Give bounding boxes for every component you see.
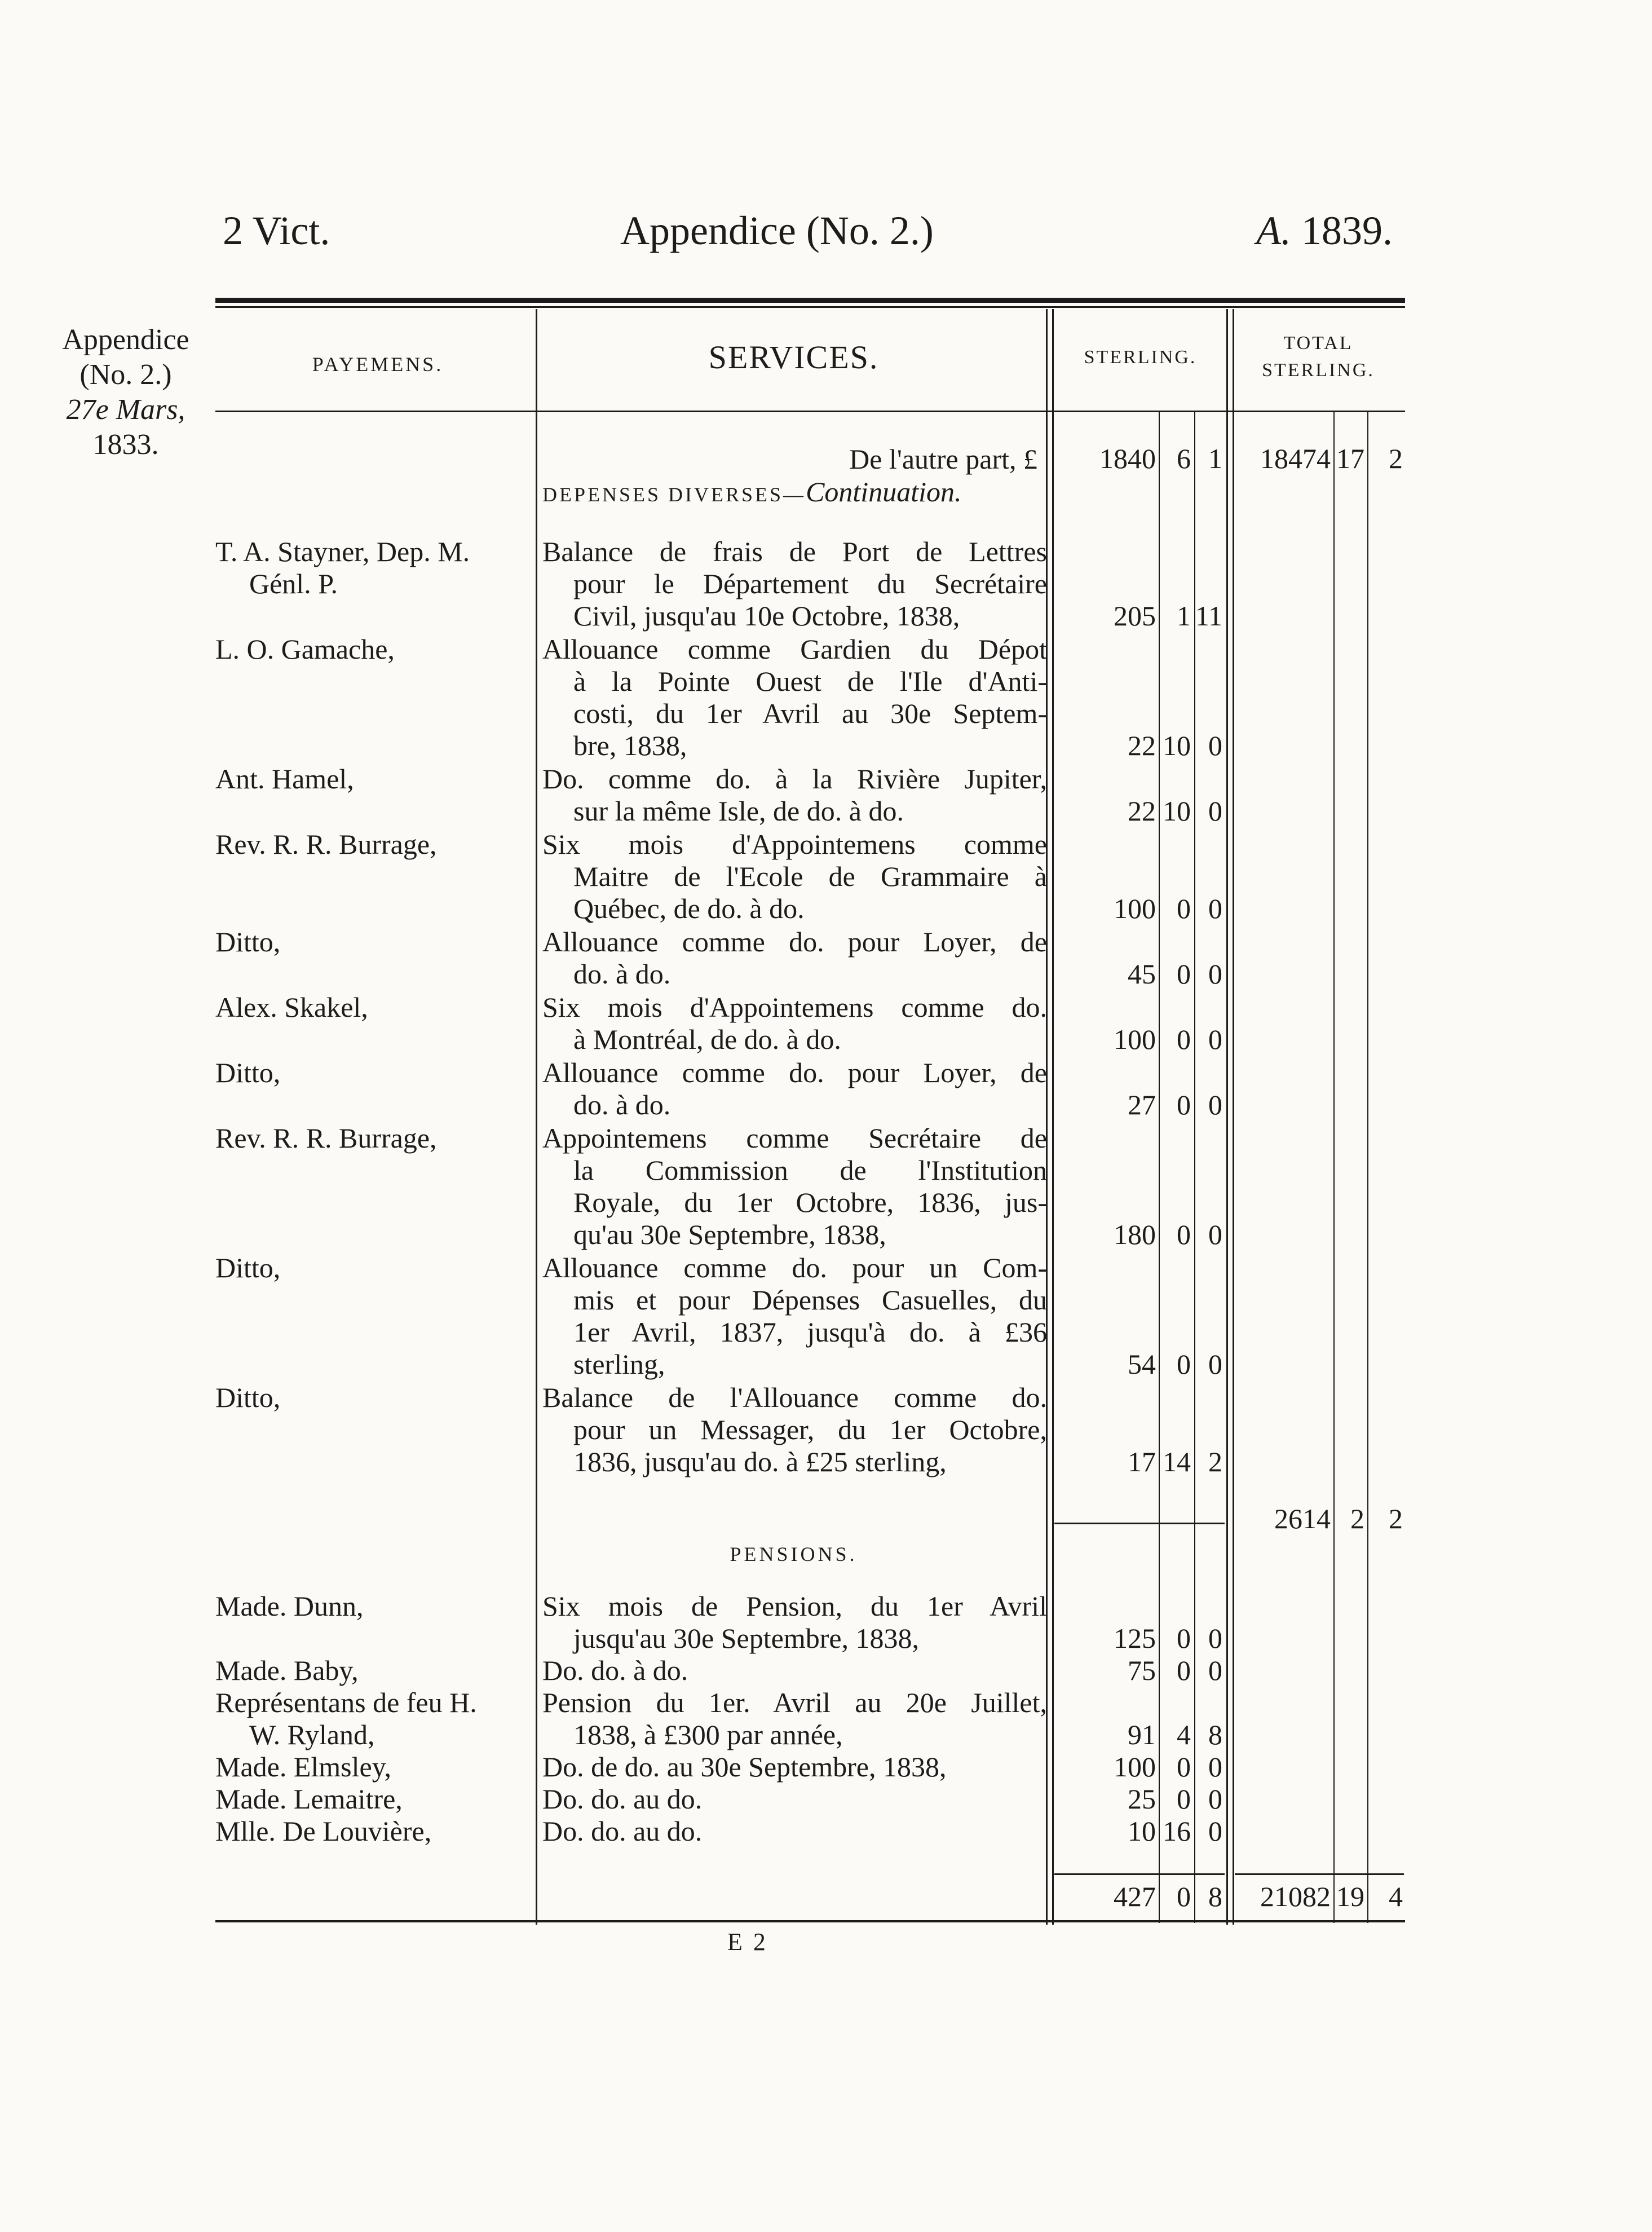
carry-shillings: 6 xyxy=(1177,443,1191,474)
service-line: Do. do. au do. xyxy=(542,1783,703,1815)
col-divider xyxy=(1233,309,1234,1925)
service-line: 1er Avril, 1837, jusqu'à do. à £36 xyxy=(573,1316,1047,1348)
amount-shillings: 16 xyxy=(1163,1815,1191,1847)
shillings-divider xyxy=(1194,412,1195,1923)
grand-total-pounds: 21082 xyxy=(1260,1881,1331,1912)
subtotal-pence: 2 xyxy=(1389,1503,1403,1534)
amount-shillings: 0 xyxy=(1177,1783,1191,1815)
amount-pounds: 100 xyxy=(1114,893,1156,924)
amount-shillings: 0 xyxy=(1177,1024,1191,1055)
payee-line: Ant. Hamel, xyxy=(215,763,354,795)
payee-line: Rev. R. R. Burrage, xyxy=(215,1122,437,1154)
bottom-rule xyxy=(215,1920,1405,1922)
grand-pounds: 427 xyxy=(1114,1881,1156,1912)
service-description xyxy=(542,633,1047,762)
amount-pence: 0 xyxy=(1208,1024,1222,1055)
payee xyxy=(215,1655,359,1687)
service-line: Allouance comme do. pour Loyer, de xyxy=(542,1057,1047,1088)
amount-shillings: 10 xyxy=(1163,730,1191,761)
payee-line: Génl. P. xyxy=(249,568,338,599)
carry-total-pence: 2 xyxy=(1389,443,1403,474)
service-line: Civil, jusqu'au 10e Octobre, 1838, xyxy=(573,600,960,632)
payee-line: Made. Elmsley, xyxy=(215,1751,391,1783)
payee-line: Ditto, xyxy=(215,1252,281,1283)
payee-line: L. O. Gamache, xyxy=(215,633,395,665)
service-line: Allouance comme do. pour Loyer, de xyxy=(542,926,1047,958)
payee xyxy=(215,1687,477,1751)
service-line: pour un Messager, du 1er Octobre, xyxy=(573,1414,1047,1445)
amount-shillings: 0 xyxy=(1177,958,1191,990)
payee xyxy=(215,1783,403,1815)
amount-pounds: 10 xyxy=(1128,1815,1156,1847)
carry-pence: 1 xyxy=(1208,443,1222,474)
service-description xyxy=(542,1252,1047,1380)
service-description xyxy=(542,828,1047,925)
service-line: Do. do. à do. xyxy=(542,1655,688,1686)
amount-shillings: 1 xyxy=(1177,600,1191,632)
year: 1839. xyxy=(1301,208,1393,253)
service-line: Québec, de do. à do. xyxy=(573,893,805,924)
service-description xyxy=(542,1382,1047,1478)
payee xyxy=(215,1815,431,1847)
amount-pounds: 91 xyxy=(1128,1719,1156,1750)
service-line: Balance de l'Allouance comme do. xyxy=(542,1382,1047,1413)
service-description xyxy=(542,1122,1047,1251)
top-rule-thick xyxy=(215,298,1405,303)
payee-line: Made. Baby, xyxy=(215,1655,359,1686)
amount-shillings: 0 xyxy=(1177,893,1191,924)
total-pounds-divider xyxy=(1333,412,1335,1923)
amount-pence: 0 xyxy=(1208,1219,1222,1250)
subtotal-pounds: 2614 xyxy=(1274,1503,1331,1534)
amount-pence: 0 xyxy=(1208,893,1222,924)
running-head-title: Appendice (No. 2.) xyxy=(620,208,934,253)
column-header-total xyxy=(1234,330,1403,384)
carry-label: De l'autre part, £ xyxy=(849,443,1037,475)
amount-pence: 0 xyxy=(1208,1089,1222,1121)
grand-total-pence: 4 xyxy=(1389,1881,1403,1912)
amount-pounds: 25 xyxy=(1128,1783,1156,1815)
service-line: Allouance comme Gardien du Dépot xyxy=(542,633,1047,665)
col-divider xyxy=(1052,309,1054,1925)
amount-shillings: 0 xyxy=(1177,1348,1191,1380)
payee xyxy=(215,828,437,861)
payee-line: W. Ryland, xyxy=(249,1719,375,1750)
payee-line: Mlle. De Louvière, xyxy=(215,1815,432,1847)
amount-pence: 0 xyxy=(1208,1655,1222,1686)
amount-pounds: 100 xyxy=(1114,1751,1156,1783)
totals-rule-total xyxy=(1235,1873,1404,1875)
section-heading-suffix: Continuation. xyxy=(806,476,962,508)
service-line: à Montréal, de do. à do. xyxy=(573,1024,841,1055)
payee xyxy=(215,926,280,958)
service-line: bre, 1838, xyxy=(573,730,687,761)
amount-pence: 2 xyxy=(1208,1446,1222,1477)
service-line: Six mois d'Appointemens comme xyxy=(542,828,1047,860)
service-description xyxy=(542,1815,1047,1847)
section-heading-prefix: DEPENSES DIVERSES— xyxy=(542,483,806,506)
service-description xyxy=(542,1655,1047,1687)
amount-pounds: 100 xyxy=(1114,1024,1156,1055)
service-description xyxy=(542,1751,1047,1783)
service-line: do. à do. xyxy=(573,1089,671,1121)
margin-note-line: 27e Mars, xyxy=(66,394,185,426)
amount-pounds: 27 xyxy=(1128,1089,1156,1121)
service-description xyxy=(542,763,1047,827)
service-line: jusqu'au 30e Septembre, 1838, xyxy=(573,1622,920,1654)
service-line: Balance de frais de Port de Lettres xyxy=(542,536,1047,567)
amount-pounds: 205 xyxy=(1114,600,1156,632)
amount-shillings: 0 xyxy=(1177,1622,1191,1654)
service-line: à la Pointe Ouest de l'Ile d'Anti- xyxy=(573,665,1047,697)
service-description xyxy=(542,926,1047,990)
amount-shillings: 0 xyxy=(1177,1751,1191,1783)
payee-line: Ditto, xyxy=(215,926,281,958)
service-line: Do. do. au do. xyxy=(542,1815,703,1847)
service-line: Do. de do. au 30e Septembre, 1838, xyxy=(542,1751,947,1783)
service-line: qu'au 30e Septembre, 1838, xyxy=(573,1219,886,1250)
column-header-sterling: STERLING. xyxy=(1084,347,1197,368)
margin-note xyxy=(44,323,207,462)
payee-line: Ditto, xyxy=(215,1382,281,1413)
section-heading xyxy=(542,475,961,511)
payee xyxy=(215,1122,437,1154)
service-line: Royale, du 1er Octobre, 1836, jus- xyxy=(573,1186,1047,1218)
amount-pence: 0 xyxy=(1208,958,1222,990)
amount-shillings: 0 xyxy=(1177,1089,1191,1121)
amount-shillings: 14 xyxy=(1163,1446,1191,1477)
total-header-line2: STERLING. xyxy=(1262,360,1375,381)
amount-pounds: 22 xyxy=(1128,730,1156,761)
service-line: Pension du 1er. Avril au 20e Juillet, xyxy=(542,1687,1047,1718)
amount-pence: 11 xyxy=(1195,600,1222,632)
service-description xyxy=(542,1057,1047,1121)
amount-pounds: 125 xyxy=(1114,1622,1156,1654)
grand-shillings: 0 xyxy=(1177,1881,1191,1912)
amount-pence: 0 xyxy=(1208,1751,1222,1783)
service-line: 1838, à £300 par année, xyxy=(573,1719,843,1750)
pounds-divider xyxy=(1159,412,1160,1923)
col-divider xyxy=(1226,309,1228,1925)
margin-note-line: (No. 2.) xyxy=(79,359,172,391)
payee-line: Made. Lemaitre, xyxy=(215,1783,403,1815)
amount-shillings: 10 xyxy=(1163,795,1191,827)
column-header-payemens: PAYEMENS. xyxy=(312,353,444,376)
margin-note-line: Appendice xyxy=(62,324,189,356)
pensions-heading: PENSIONS. xyxy=(730,1543,858,1565)
payee xyxy=(215,1382,280,1414)
top-rule-thin xyxy=(215,306,1405,308)
amount-pounds: 75 xyxy=(1128,1655,1156,1686)
carry-total-pounds: 18474 xyxy=(1260,443,1331,474)
col-divider xyxy=(536,309,537,1925)
service-line: Six mois d'Appointemens comme do. xyxy=(542,991,1047,1023)
payee-line: T. A. Stayner, Dep. M. xyxy=(215,536,470,567)
amount-shillings: 0 xyxy=(1177,1219,1191,1250)
payee-line: Rev. R. R. Burrage, xyxy=(215,828,437,860)
subtotal-rule xyxy=(1054,1523,1225,1524)
amount-pounds: 180 xyxy=(1114,1219,1156,1250)
service-line: costi, du 1er Avril au 30e Septem- xyxy=(573,698,1047,729)
service-line: 1836, jusqu'au do. à £25 sterling, xyxy=(573,1446,947,1477)
amount-shillings: 0 xyxy=(1177,1655,1191,1686)
service-description xyxy=(542,1590,1047,1655)
payee-line: Alex. Skakel, xyxy=(215,991,368,1023)
amount-pence: 0 xyxy=(1208,1348,1222,1380)
amount-pence: 0 xyxy=(1208,1622,1222,1654)
service-description xyxy=(542,991,1047,1056)
service-description xyxy=(542,1783,1047,1815)
signature-mark: E 2 xyxy=(727,1928,768,1956)
service-line: la Commission de l'Institution xyxy=(573,1154,1047,1186)
payee xyxy=(215,1057,280,1089)
column-header-services: SERVICES. xyxy=(708,339,879,376)
service-line: Six mois de Pension, du 1er Avril xyxy=(542,1590,1047,1622)
service-description xyxy=(542,536,1047,632)
carry-pounds: 1840 xyxy=(1099,443,1156,474)
amount-pounds: 17 xyxy=(1128,1446,1156,1477)
payee xyxy=(215,1252,280,1284)
payee-line: Représentans de feu H. xyxy=(215,1687,477,1718)
service-line: Do. comme do. à la Rivière Jupiter, xyxy=(542,763,1047,795)
payee-line: Ditto, xyxy=(215,1057,281,1088)
service-line: Allouance comme do. pour un Com- xyxy=(542,1252,1047,1283)
amount-shillings: 4 xyxy=(1177,1719,1191,1750)
year-prefix: A. xyxy=(1256,208,1291,253)
amount-pence: 0 xyxy=(1208,1783,1222,1815)
service-description xyxy=(542,1687,1047,1751)
total-header-line1: TOTAL xyxy=(1283,333,1353,354)
payee xyxy=(215,991,368,1024)
totals-rule xyxy=(1054,1873,1225,1875)
total-shillings-divider xyxy=(1367,412,1368,1923)
payee xyxy=(215,536,470,600)
payee xyxy=(215,763,354,795)
service-line: pour le Département du Secrétaire xyxy=(573,568,1047,599)
grand-total-shillings: 19 xyxy=(1336,1881,1364,1912)
grand-pence: 8 xyxy=(1208,1881,1222,1912)
service-line: Appointemens comme Secrétaire de xyxy=(542,1122,1047,1154)
service-line: mis et pour Dépenses Casuelles, du xyxy=(573,1284,1047,1316)
service-line: sur la même Isle, de do. à do. xyxy=(573,795,904,827)
carry-total-shillings: 17 xyxy=(1336,443,1364,474)
service-line: do. à do. xyxy=(573,958,671,990)
payee xyxy=(215,633,395,665)
amount-pence: 0 xyxy=(1208,730,1222,761)
amount-pence: 0 xyxy=(1208,1815,1222,1847)
payee xyxy=(215,1751,391,1783)
running-head-year xyxy=(1256,208,1393,254)
margin-note-line: 1833. xyxy=(92,429,159,461)
subtotal-shillings: 2 xyxy=(1350,1503,1364,1534)
service-line: sterling, xyxy=(573,1348,665,1380)
service-line: Maitre de l'Ecole de Grammaire à xyxy=(573,861,1047,892)
running-head-left: 2 Vict. xyxy=(223,208,330,253)
payee xyxy=(215,1590,363,1622)
amount-pence: 8 xyxy=(1208,1719,1222,1750)
amount-pounds: 45 xyxy=(1128,958,1156,990)
amount-pounds: 22 xyxy=(1128,795,1156,827)
payee-line: Made. Dunn, xyxy=(215,1590,364,1622)
amount-pence: 0 xyxy=(1208,795,1222,827)
amount-pounds: 54 xyxy=(1128,1348,1156,1380)
